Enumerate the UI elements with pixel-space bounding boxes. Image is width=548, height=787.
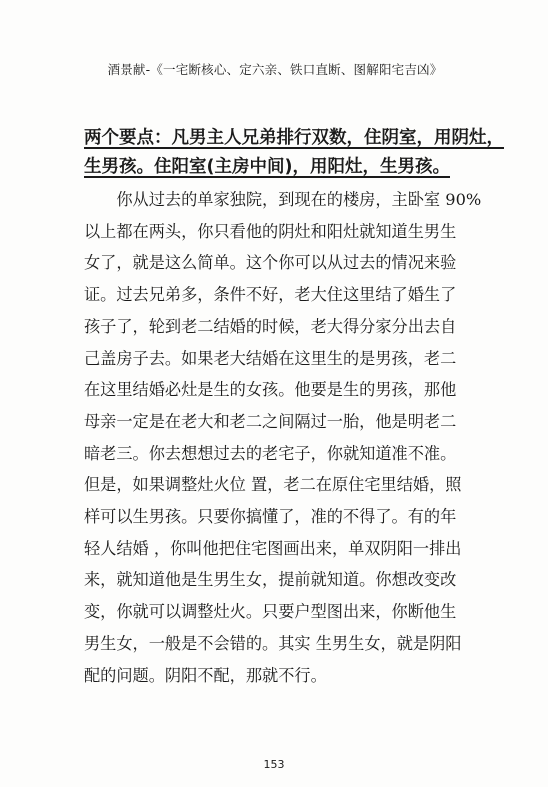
page-number: 153 (263, 758, 285, 771)
body-line: 女了，就是这么简单。这个你可以从过去的情况来验 (84, 253, 457, 273)
body-line: 己盖房子去。如果老大结婚在这里生的是男孩，老二 (84, 348, 457, 368)
body-line: 孩子了，轮到老二结婚的时候，老大得分家分出去自 (84, 316, 457, 336)
body-line: 以上都在两头，你只看他的阴灶和阳灶就知道生男生 (84, 221, 457, 241)
body-line: 证。过去兄弟多，条件不好，老大住这里结了婚生了 (84, 285, 457, 305)
section-heading (84, 124, 504, 182)
body-line: 母亲一定是在老大和老二之间隔过一胎，他是明老二 (84, 411, 457, 431)
running-header: 酒景献-《一宅断核心、定六亲、铁口直断、图解阳宅吉凶》 (107, 62, 443, 77)
body-line: 但是，如果调整灶火位 置，老二在原住宅里结婚，照 (84, 475, 462, 495)
body-line: 样可以生男孩。只要你搞懂了，准的不得了。有的年 (84, 507, 457, 527)
body-line: 来，就知道他是生男生女，提前就知道。你想改变改 (84, 570, 457, 590)
body-line: 在这里结婚必灶是生的女孩。他要是生的男孩，那他 (84, 380, 457, 400)
body-line: 配的问题。阴阳不配，那就不行。 (84, 665, 327, 685)
body-line: 男生女，一般是不会错的。其实 生男生女，就是阴阳 (84, 633, 462, 653)
body-line: 变，你就可以调整灶火。只要户型图出来，你断他生 (84, 602, 457, 622)
body-line: 轻人结婚 ，你叫他把住宅图画出来，单双阴阳一排出 (84, 538, 462, 558)
heading-line: 两个要点：凡男主人兄弟排行双数，住阴室，用阴灶， (84, 128, 504, 148)
heading-line: 生男孩。住阳室(主房中间)，用阳灶，生男孩。 (84, 157, 450, 177)
body-line: 暗老三。你去想想过去的老宅子，你就知道准不准。 (84, 443, 457, 463)
body-paragraph (84, 184, 484, 691)
body-line: 你从过去的单家独院，到现在的楼房，主卧室 90% (84, 190, 482, 209)
